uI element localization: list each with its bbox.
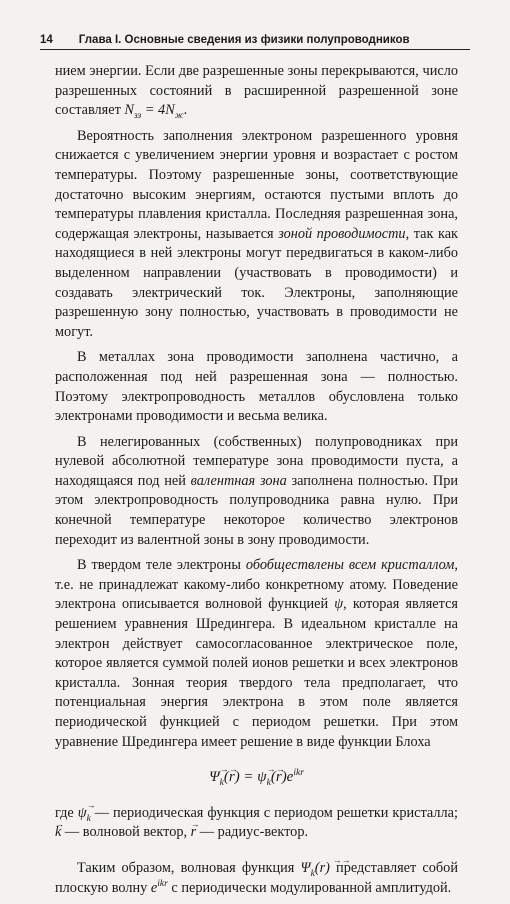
paragraph-2 — [55, 127, 458, 343]
term-valence-band: валентная зона — [190, 472, 287, 489]
p5-text-2: , т.е. не принадлежат какому-либо конкретному атому. Поведение электрона описывается волновой функцией — [55, 557, 458, 613]
p6-text-1: где — [55, 804, 78, 821]
p6-text-3: — волновой вектор, — [61, 824, 191, 841]
wave-function-symbol: Ψ→ $_k$(→ r) — [301, 860, 330, 876]
paragraph-7 — [55, 859, 458, 898]
page-number: 14 — [40, 34, 53, 46]
bloch-function-formula: $\Psi\to _k(\to r) = \psi\to _k(\to r)e^{ikr}$ — [55, 768, 458, 788]
formula-r-2: → r — [276, 769, 282, 785]
p7-text-1: Таким образом, волновая функция — [77, 859, 301, 876]
p1-sub1: зз — [133, 111, 142, 122]
psi-symbol: ψ — [334, 596, 344, 613]
p1-text: нием энергии. Если две разрешенные зоны перекрываются, число разрешенных состояний в расширенной разрешенной зоне составляет — [55, 63, 458, 119]
r-vector-symbol: → r — [191, 824, 197, 840]
p5-text-1: В твердом теле электроны — [77, 557, 246, 574]
p7-text-2: представляет собой плоскую волну — [55, 859, 458, 896]
formula-psi: Ψ — [209, 769, 220, 786]
term-shared-by-crystal: обобществлены всем кристаллом — [245, 557, 455, 574]
p4-text-1: В нелегированных (собственных) полупроводниках при нулевой абсолютной температуре зона проводимости пуста, а находящаяся под ней — [55, 433, 458, 489]
running-header — [40, 34, 470, 50]
paragraph-1 — [55, 62, 458, 121]
p6-text-2: — периодическая функция с периодом решетки кристалла; — [90, 804, 458, 821]
paragraph-4 — [55, 433, 458, 551]
term-conduction-band: зоной проводимости — [278, 225, 406, 242]
formula-k-sub-2: → $_k$ — [267, 778, 271, 788]
p7-text-3: с периодически модулированной амплитудой. — [167, 879, 452, 896]
paragraph-6 — [55, 804, 458, 843]
psi-k-symbol: ψ→ $_k$ — [78, 805, 91, 821]
p1-end: . — [183, 102, 188, 119]
p6-text-4: — радиус-вектор. — [196, 824, 309, 841]
p2-text-2: , так как находящиеся в ней электроны могут передвигаться в каком-либо выделенном направлении (участвовать в проводимости) и создавать электрический ток. Электроны, заполняющие разрешенную зону полностью, участвовать в проводимости не могут. — [55, 225, 458, 340]
formula-k-sub: → $_k$ — [220, 778, 224, 788]
paragraph-5 — [55, 556, 458, 752]
p4-text-2: заполнена полностью. При этом электропроводность полупроводника равна нулю. При конечной температуре некоторое количество электронов переходит из валентной зоны в зону проводимости. — [55, 472, 458, 548]
k-vector-symbol: → k — [55, 824, 61, 840]
paragraph-3: В металлах зона проводимости заполнена частично, а расположенная под ней разрешенная зона — полностью. Поэтому электропроводность металлов обусловлена только электронами проводимости и весьма велика. — [55, 349, 458, 425]
p5-text-3: , которая является решением уравнения Шредингера. В идеальном кристалле на электрон действует самосогласованное электрическое поле, которое является суммой полей ионов решетки и всех электронов кристалла. Зонная теория твердого тела предполагает, что потенциальная энергия электрона в этом поле является периодической функцией с периодом решетки. При этом уравнение Шредингера имеет решение в виде функции Блоха — [55, 596, 458, 750]
formula-exponent: ikr — [293, 768, 304, 779]
chapter-title: Глава I. Основные сведения из физики полупроводников — [78, 34, 410, 46]
formula-r-1: → r — [229, 769, 235, 785]
p1-sub2: ж — [174, 111, 184, 122]
zone-count-formula: $N_{зз} = 4N_ж$ — [124, 102, 184, 122]
plane-wave-symbol: $e^{ikr}$ — [150, 878, 168, 896]
p2-text-1: Вероятность заполнения электроном разрешенного уровня снижается с увеличением энергии уровня и возрастает с ростом температуры. Поэтому разрешенные зоны, соответствующие достаточно высоким энергиям, остаются пустыми вплоть до температуры плавления кристалла. Последняя разрешенная зона, содержащая электроны, называется — [55, 127, 458, 242]
body-text — [55, 62, 458, 904]
